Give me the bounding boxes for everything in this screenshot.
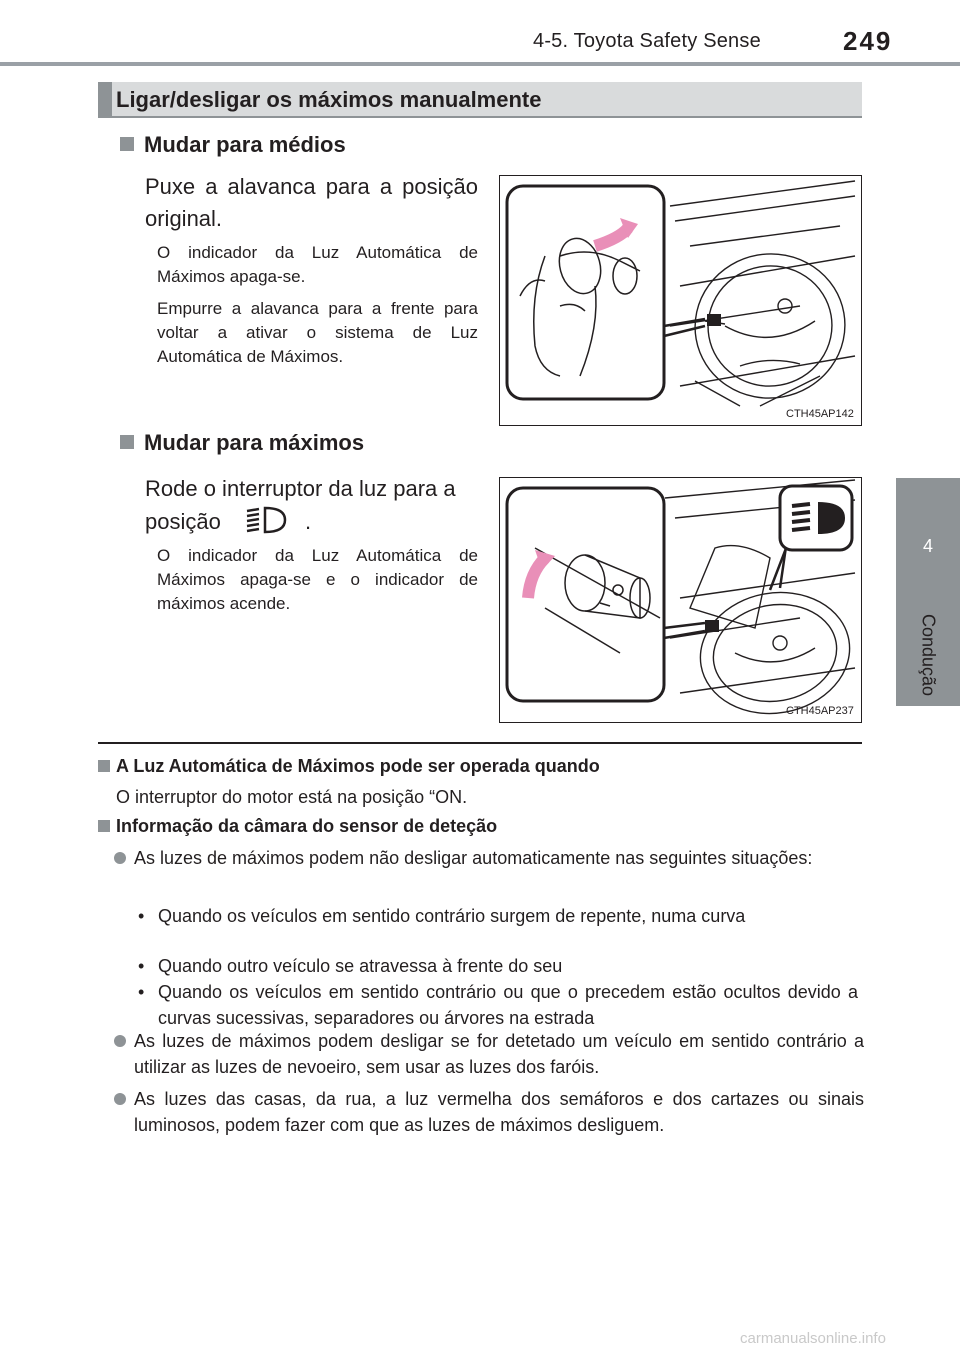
instruction-low-beam: Puxe a alavanca para a posição original. (145, 174, 478, 231)
info-bullet-2 (114, 1028, 864, 1080)
info-bullet-1-text: As luzes de máximos podem não desligar automaticamente nas seguintes situações: (134, 848, 813, 868)
sub-bullet-3-text: Quando os veículos em sentido contrário ou que o precedem estão ocultos devido a curvas sucessivas, separadores ou árvores na estrada (158, 982, 858, 1028)
instruction-high-beam-end: . (304, 509, 312, 534)
high-beam-icon (245, 505, 289, 535)
header-section-title: 4-5. Toyota Safety Sense (533, 30, 761, 52)
dot-bullet-icon: • (138, 906, 145, 926)
chapter-number: 4 (922, 536, 933, 556)
dot-bullet-icon: • (138, 956, 145, 976)
sub-bullet-1-text: Quando os veículos em sentido contrário surgem de repente, numa curva (158, 906, 746, 926)
info-heading-camera (98, 816, 497, 837)
image-code: CTH45AP142 (786, 408, 854, 420)
lever-pull-illustration (500, 176, 860, 424)
watermark[interactable]: carmanualsonline.info (740, 1330, 886, 1347)
info-bullet-3 (114, 1086, 864, 1138)
lever-rotate-illustration (500, 478, 860, 721)
page-number: 249 (843, 26, 893, 56)
subheading-high-beam-text: Mudar para máximos (144, 430, 365, 455)
info-heading-camera-text: Informação da câmara do sensor de deteção (116, 816, 498, 836)
section-divider (98, 742, 862, 744)
subheading-low-beam (120, 132, 346, 158)
sub-bullet-2 (132, 953, 858, 979)
circle-bullet-icon (114, 852, 126, 864)
info-text-operation: O interruptor do motor está na posição “ON. (116, 787, 468, 807)
instruction-high-beam (145, 473, 478, 538)
section-title: Ligar/desligar os máximos manualmente (116, 87, 542, 112)
header-rule (0, 62, 960, 66)
square-bullet-icon (98, 820, 110, 832)
note-high-beam-1: O indicador da Luz Automática de Máximos apaga-se e o indicador de máximos acende. (157, 546, 478, 613)
instruction-high-beam-text: Rode o interruptor da luz para a posição (145, 476, 456, 534)
square-bullet-icon (120, 435, 134, 449)
illustration-low-beam (499, 175, 862, 426)
info-bullet-2-text: As luzes de máximos podem desligar se for detetado um veículo em sentido contrário a utilizar as luzes de nevoeiro, sem usar as luzes dos faróis. (134, 1031, 864, 1077)
info-bullet-1 (114, 845, 864, 871)
info-heading-operation (98, 756, 600, 777)
subheading-low-beam-text: Mudar para médios (144, 132, 346, 157)
chapter-label: Condução (918, 613, 939, 697)
square-bullet-icon (120, 137, 134, 151)
note-low-beam-2: Empurre a alavanca para a frente para voltar a ativar o sistema de Luz Automática de Máximos. (157, 299, 478, 366)
dot-bullet-icon: • (138, 982, 145, 1002)
info-heading-operation-text: A Luz Automática de Máximos pode ser operada quando (116, 756, 600, 776)
square-bullet-icon (98, 760, 110, 772)
info-bullet-3-text: As luzes das casas, da rua, a luz vermelha dos semáforos e dos cartazes ou sinais luminosos, podem fazer com que as luzes de máximos desliguem. (134, 1089, 864, 1135)
circle-bullet-icon (114, 1093, 126, 1105)
sub-bullet-1 (132, 903, 858, 929)
chapter-label-wrap (912, 610, 944, 700)
sub-bullet-2-text: Quando outro veículo se atravessa à frente do seu (158, 956, 563, 976)
illustration-high-beam (499, 477, 862, 723)
subheading-high-beam (120, 430, 364, 456)
image-code: CTH45AP237 (786, 705, 854, 717)
circle-bullet-icon (114, 1035, 126, 1047)
note-low-beam-1: O indicador da Luz Automática de Máximos apaga-se. (157, 243, 478, 286)
sub-bullet-3 (132, 979, 858, 1031)
